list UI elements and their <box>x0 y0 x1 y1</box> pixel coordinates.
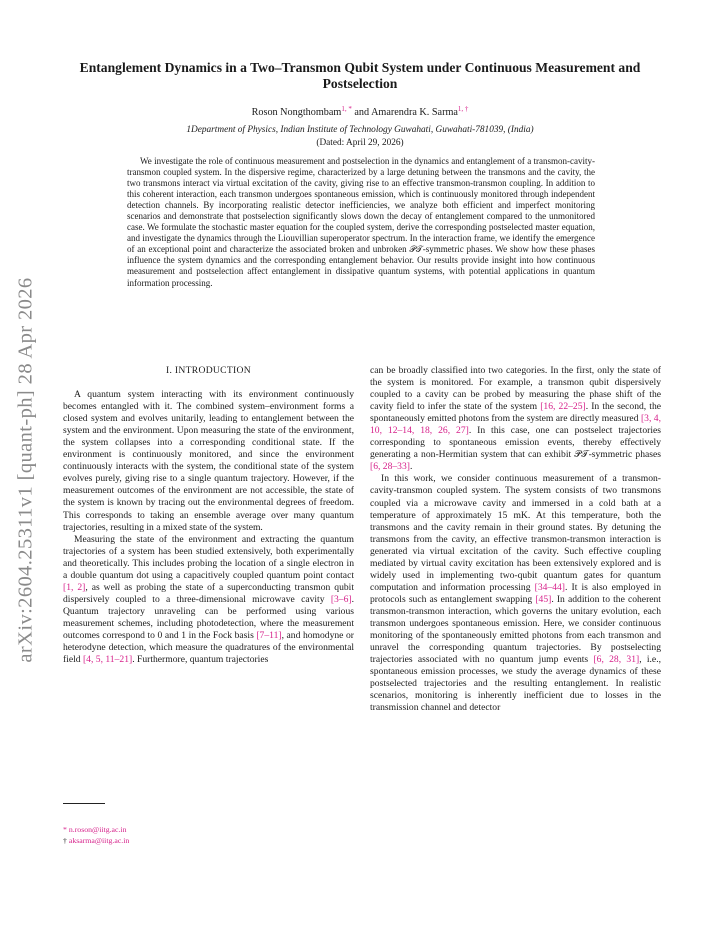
body-paragraph: Measuring the state of the environment and extracting the quantum trajectories of a system has been studied extensively, both experimentally and theoretically. This includes probing the location of a single electron in a double quantum dot using a capacitively coupled quantum point contact [1, 2], as well as probing the state of a superconducting transmon qubit dispersively coupled to a three-dimensional microwave cavity [3–6]. Quantum trajectory unraveling can be performed using various measurement schemes, including photodetection, where the measurement outcomes correspond to 0 and 1 in the Fock basis [7–11], and homodyne or heterodyne detection, which measure the quadratures of the environmental field [4, 5, 11–21]. Furthermore, quantum trajectories <box>63 533 355 666</box>
paper-title: Entanglement Dynamics in a Two–Transmon Qubit System under Continuous Measurement and Postselection <box>79 60 641 91</box>
arxiv-identifier-text: arXiv:2604.25311v1 [quant-ph] 28 Apr 2026 <box>14 277 37 663</box>
author-affiliation-marks: 1, † <box>457 105 469 113</box>
citation-link[interactable]: [1, 2] <box>63 581 86 593</box>
footnotes <box>63 824 129 846</box>
body-paragraph: In this work, we consider continuous measurement of a transmon-cavity-transmon coupled system. The system consists of two transmons coupled via a microwave cavity and immersed in a cold bath at a temperature of approximately 15 mK. At this temperature, both the transmons and the cavity remain in their ground states. By detuning the transmons from the cavity, an effective transmon-transmon interaction is generated via virtual excitation of the cavity. Such effective coupling mediated by virtual cavity excitation has been extensively explored and is widely used in implementing two-qubit quantum gates for quantum computation and information processing [34–44]. It is also employed in protocols such as entanglement swapping [45]. In addition to the coherent transmon-transmon interaction, which governs the unitary evolution, each transmon undergoes spontaneous emission. Here, we consider continuous monitoring of the spontaneously emitted photons from each transmon and unravel the corresponding quantum trajectories. By postselecting trajectories associated with no quantum jump events [6, 28, 31], i.e., spontaneous emission processes, we study the average dynamics of these postselected trajectories and the resulting entanglement. In realistic scenarios, monitoring is inherently inefficient due to losses in the transmission channel and detector <box>370 473 662 714</box>
citation-link[interactable]: [6, 28–33] <box>370 461 410 473</box>
arxiv-identifier-stamp <box>6 250 46 690</box>
footnote-rule <box>63 803 105 804</box>
author-affiliation-marks: 1, * <box>341 105 352 113</box>
date-line: (Dated: April 29, 2026) <box>316 138 404 148</box>
citation-link[interactable]: [34–44] <box>534 581 565 593</box>
body-paragraph: A quantum system interacting with its environment continuously becomes entangled with it. The combined system–environment forms a closed system and evolves unitarily, leading to entanglement between the system and the environment. Upon measuring the state of the environment, the system collapses into a corresponding conditional state. If the environment is continuously monitored, and since the environment continuously interacts with the system, the conditional state of the system evolves purely, giving rise to a single quantum trajectory. However, if the measurement outcomes of the environment are not accessible, the state of the system is known by tracing out the environmental degrees of freedom. This corresponds to taking an ensemble average over many quantum trajectories, resulting in a mixed state of the system. <box>63 389 354 533</box>
abstract: We investigate the role of continuous measurement and postselection in the dynamics and entanglement of a transmon-cavity-transmon coupled system. In the dispersive regime, characterized by a large detuning between the transmons and the cavity, the two transmons interact via virtual excitation of the cavity, giving rise to an effective transmon-transmon coupling. In addition to this coherent interaction, each transmon undergoes spontaneous emission, which is continuously monitored through independent detection channels. By incorporating realistic detector inefficiencies, we analyze both efficient and imperfect monitoring scenarios and demonstrate that postselection significantly slows down the decay of entanglement compared to the unmonitored case. We formulate the stochastic master equation for the coupled system, derive the corresponding postselected master equation, and investigate the dynamics through the Liouvillian superoperator spectrum. In the interaction frame, we identify the emergence of an exceptional point and characterize the associated broken and unbroken 𝒫𝒯-symmetric phases. We show how these phases influence the system dynamics and the corresponding entanglement behavior. Our results provide insight into how continuous measurement and postselection affect entanglement in dissipative quantum systems, with potential applications in quantum information processing. <box>127 156 595 288</box>
affiliation: 1Department of Physics, Indian Institute of Technology Guwahati, Guwahati-781039, (India) <box>186 125 534 135</box>
citation-link[interactable]: [3–6] <box>330 593 352 605</box>
citation-link[interactable]: [45] <box>535 593 552 605</box>
author-line <box>70 107 650 118</box>
right-column <box>370 365 661 714</box>
footnote-mark: † <box>63 836 67 845</box>
citation-link[interactable]: [4, 5, 11–21] <box>82 654 133 666</box>
citation-link[interactable]: [16, 22–25] <box>540 401 586 413</box>
body-paragraph: can be broadly classified into two categories. In the first, only the state of the system is monitored. For example, a transmon qubit dispersively coupled to a cavity can be probed by measuring the phase shift of the cavity field to infer the state of the system [16, 22–25]. In the second, the spontaneously emitted photons from the system are directly measured [3, 4, 10, 12–14, 18, 26, 27]. In this case, one can postselect trajectories corresponding to spontaneous emission events, thereby effectively generating a non-Hermitian system that can exhibit 𝒫𝒯-symmetric phases [6, 28–33]. <box>370 365 662 473</box>
author-name: Amarendra K. Sarma <box>371 107 458 118</box>
email-link[interactable]: aksarma@iitg.ac.in <box>68 836 130 845</box>
footnote <box>63 824 129 835</box>
email-link[interactable]: n.roson@iitg.ac.in <box>68 825 127 834</box>
citation-link[interactable]: [3, 4, 10, 12–14, 18, 26, 27] <box>370 413 661 437</box>
author-name: Roson Nongthombam <box>251 107 342 118</box>
left-column <box>63 365 354 666</box>
citation-link[interactable]: [6, 28, 31] <box>593 654 640 666</box>
author-conjunction: and <box>351 107 372 118</box>
section-heading: I. INTRODUCTION <box>166 365 251 376</box>
footnote-mark: * <box>63 825 67 834</box>
citation-link[interactable]: [7–11] <box>256 629 282 641</box>
footnote <box>63 835 129 846</box>
